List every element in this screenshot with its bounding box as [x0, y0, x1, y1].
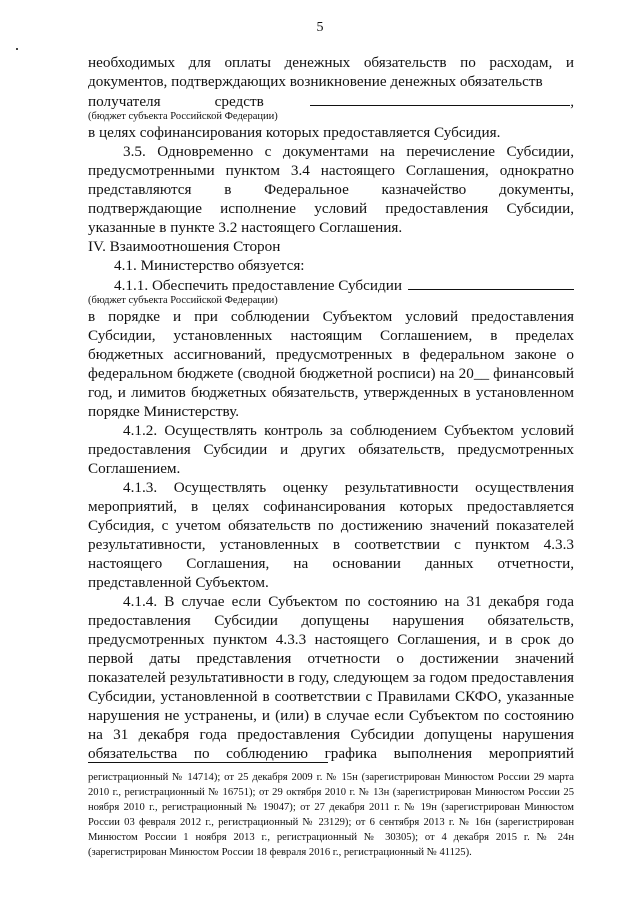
budget-caption-2: (бюджет субъекта Российской Федерации): [88, 295, 278, 306]
paragraph-4-1: 4.1. Министерство обязуется:: [114, 257, 305, 274]
paragraph-4-1-3: 4.1.3. Осуществлять оценку результативности осуществления мероприятий, в целях софинансирования которых предоставляется Субсидия, с учетом обязательств по достижению значений показателей результативности, установленных в соответствии с пунктом 4.3.3 настоящего Соглашения, на основании данных отчетности, представленной Субъектом.: [88, 479, 574, 591]
paragraph-3-5: 3.5. Одновременно с документами на перечисление Субсидии, предусмотренными пунктом 3.4 настоящего Соглашения, однократно представляются в Федеральное казначейство документы, подтверждающие исполнение условий предоставления Субсидии, указанные в пункте 3.2 настоящего Соглашения.: [88, 143, 574, 236]
footnote: регистрационный № 14714); от 25 декабря 2009 г. № 15н (зарегистрирован Минюстом России 29 марта 2010 г., регистрационный № 16751); от 29 октября 2010 г. № 13н (зарегистрирован Минюстом России 25 ноября 2010 г., регистрационный № 19047); от 27 декабря 2011 г. № 19н (зарегистрирован Минюстом России 03 февраля 2012 г., регистрационный № 23129); от 6 сентября 2013 г. № 16н (зарегистрирован Минюстом России 1 ноября 2013 г., регистрационный № 30305); от 4 декабря 2015 г. № 24н (зарегистрирован Минюстом России 18 февраля 2016 г., регистрационный № 41125).: [88, 772, 574, 858]
word-funds: средств: [214, 93, 264, 110]
paragraph-intro-line3: в целях софинансирования которых предоставляется Субсидия.: [88, 124, 501, 141]
footnote-divider: [88, 762, 328, 763]
paragraph-4-1-1-start: [88, 275, 574, 295]
scan-speck: [16, 48, 18, 50]
comma: ,: [570, 93, 574, 110]
word-recipient: получателя: [88, 93, 161, 110]
paragraph-intro-line1: необходимых для оплаты денежных обязательств по расходам, и документов, подтверждающих возникновение денежных обязательств: [88, 54, 574, 90]
clause-4-1-1-lead: 4.1.1. Обеспечить предоставление Субсидии: [114, 277, 403, 294]
page-number: 5: [316, 20, 324, 35]
paragraph-intro-line2: [88, 91, 574, 111]
section-heading: IV. Взаимоотношения Сторон: [88, 238, 281, 255]
paragraph-4-1-4: 4.1.4. В случае если Субъектом по состоянию на 31 декабря года предоставления Субсидии допущены нарушения обязательств, предусмотренных пунктом 4.3.3 настоящего Соглашения, и в срок до первой даты представления отчетности о достижении значений показателей результативности в году, следующем за годом предоставления Субсидии, установленной в соответствии с Правилами СКФО, указанные нарушения не устранены, и (или) в случае если Субъектом по состоянию на 31 декабря года предоставления Субсидии допущены нарушения обязательства по соблюдению графика выполнения мероприятий: [88, 593, 574, 762]
paragraph-4-1-1-rest: в порядке и при соблюдении Субъектом условий предоставления Субсидии, установленных настоящим Соглашением, в пределах бюджетных ассигнований, предусмотренных в федеральном законе о федеральном бюджете (сводной бюджетной росписи) на 20__ финансовый год, и лимитов бюджетных обязательств, утвержденных в установленном порядке Министерству.: [88, 308, 574, 420]
document-body: [88, 53, 574, 763]
paragraph-4-1-2: 4.1.2. Осуществлять контроль за соблюдением Субъектом условий предоставления Субсидии и других обязательств, предусмотренных Соглашением.: [88, 422, 574, 477]
budget-caption-1: (бюджет субъекта Российской Федерации): [88, 111, 278, 122]
budget-blank-line-2: [408, 275, 574, 290]
budget-blank-line: [310, 91, 570, 106]
